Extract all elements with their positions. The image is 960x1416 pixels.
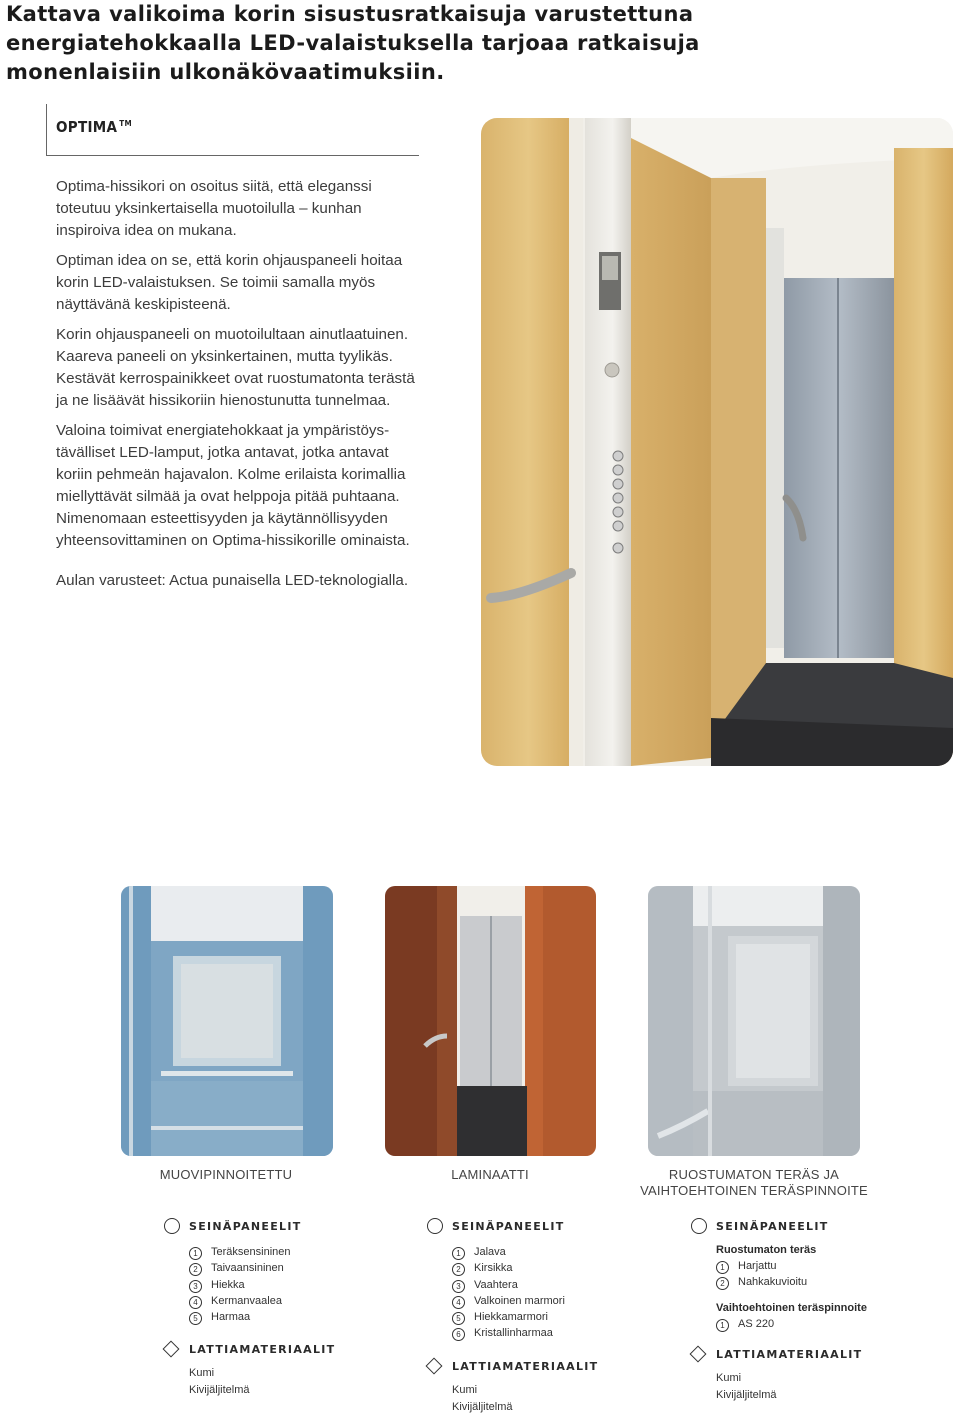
list-item (189, 1293, 429, 1309)
section-title: LATTIAMATERIAALIT (716, 1347, 863, 1361)
number-badge: 1 (189, 1247, 202, 1260)
floor-section (452, 1358, 692, 1378)
item-label: Vaahtera (474, 1278, 518, 1291)
list-item (452, 1244, 692, 1260)
number-badge: 4 (452, 1296, 465, 1309)
brand-name: OPTIMA (56, 118, 118, 136)
wall-panel-icon (427, 1218, 443, 1234)
brand-title (56, 118, 132, 136)
item-label: Valkoinen marmori (474, 1294, 565, 1307)
list-item (452, 1277, 692, 1293)
floor-item: Kivijäljitelmä (189, 1384, 250, 1397)
number-badge: 5 (452, 1312, 465, 1325)
list-item (189, 1244, 429, 1260)
wall-panels-section (189, 1218, 429, 1238)
wall-panels-section (452, 1218, 692, 1238)
column-title-line: VAIHTOEHTOINEN TERÄSPINNOITE (640, 1183, 868, 1198)
brand-divider-vertical (46, 104, 47, 156)
brand-divider-horizontal (46, 155, 419, 156)
list-item (452, 1325, 692, 1341)
floor-section (716, 1346, 956, 1366)
page-headline: Kattava valikoima korin sisustusratkaisuja varustettuna energiatehokkaalla LED-valaistuksella tarjoaa ratkaisuja monenlaisiin ulkonäkövaatimuksiin. (6, 2, 700, 84)
number-badge: 5 (189, 1312, 202, 1325)
number-badge: 1 (716, 1319, 729, 1332)
list-item (189, 1309, 429, 1325)
section-title: SEINÄPANEELIT (189, 1220, 302, 1233)
item-label: Kermanvaalea (211, 1294, 282, 1307)
column-title-plastic: MUOVIPINNOITETTU (159, 1167, 293, 1182)
number-badge: 4 (189, 1296, 202, 1309)
item-label: Harjattu (738, 1260, 777, 1272)
wall-panel-list (189, 1244, 429, 1325)
floor-item: Kumi (452, 1383, 478, 1396)
wall-panels-section (716, 1218, 956, 1238)
trademark-mark: TM (119, 119, 132, 128)
item-label: Hiekka (211, 1278, 245, 1291)
elevator-thumbnail-laminate (385, 886, 596, 1156)
item-label: Harmaa (211, 1311, 251, 1324)
coating-list (716, 1316, 956, 1332)
number-badge: 2 (189, 1263, 202, 1276)
list-item (716, 1258, 956, 1274)
floor-item: Kivijäljitelmä (716, 1388, 777, 1401)
spec-column-plastic (189, 1218, 429, 1399)
floor-material-icon (690, 1345, 707, 1362)
item-label: Nahkakuvioitu (738, 1276, 808, 1289)
number-badge: 3 (189, 1280, 202, 1293)
paragraph: Valoina toimivat energiatehokkaat ja ympäristöys-tävälliset LED-lamput, jotka antavat, jotka antavat koriin pehmeän hajavalon. Kolme erilaista korimallia miellyttävät silmää ja ovat helppoja pitää puhtaana. Nimenomaan esteettisyyden ja käytännöllisyyden yhteensovittaminen on Optima-hissikorille ominaista. (56, 422, 410, 549)
number-badge: 1 (716, 1261, 729, 1274)
list-item (452, 1293, 692, 1309)
wall-panel-icon (164, 1218, 180, 1234)
number-badge: 2 (452, 1263, 465, 1276)
number-badge: 3 (452, 1280, 465, 1293)
floor-section (189, 1341, 429, 1361)
hero-elevator-photo (481, 118, 953, 766)
item-label: Jalava (474, 1246, 506, 1258)
floor-item: Kivijäljitelmä (452, 1400, 513, 1413)
list-item (716, 1316, 956, 1332)
number-badge: 1 (452, 1247, 465, 1260)
floor-item: Kumi (716, 1371, 742, 1384)
number-badge: 2 (716, 1277, 729, 1290)
column-title-steel (624, 1167, 884, 1199)
section-title: LATTIAMATERIAALIT (452, 1359, 599, 1373)
section-title: SEINÄPANEELIT (452, 1220, 565, 1233)
floor-item: Kumi (189, 1367, 215, 1380)
list-item (452, 1260, 692, 1276)
elevator-thumbnail-steel (648, 886, 860, 1156)
paragraph: Korin ohjauspaneeli on muotoilultaan ainutlaatuinen. Kaareva paneeli on yksinkertainen, mutta tyylikäs. Kestävät kerrospainikkeet ovat ruostumatonta terästä ja ne lisäävät hissikoriin hienostunutta tunnelmaa. (56, 326, 415, 409)
column-title-laminate: LAMINAATTI (451, 1167, 529, 1182)
column-title-line: RUOSTUMATON TERÄS JA (668, 1167, 840, 1182)
list-item (189, 1277, 429, 1293)
floor-material-icon (163, 1341, 180, 1358)
spec-column-steel (716, 1218, 956, 1404)
item-label: Hiekkamarmori (474, 1311, 548, 1324)
list-item (189, 1260, 429, 1276)
subsection-title: Vaihtoehtoinen teräspinnoite (716, 1301, 867, 1314)
elevator-thumbnail-plastic (121, 886, 333, 1156)
item-label: Kirsikka (474, 1262, 513, 1275)
number-badge: 6 (452, 1328, 465, 1341)
section-title: SEINÄPANEELIT (716, 1220, 829, 1233)
spec-column-laminate (452, 1218, 692, 1416)
paragraph: Optiman idea on se, että korin ohjauspaneeli hoitaa korin LED-valaistuksen. Se toimii samalla myös näyttävänä keskipisteenä. (56, 252, 403, 313)
wall-panel-list (452, 1244, 692, 1342)
list-item (452, 1309, 692, 1325)
intro-text (56, 176, 428, 600)
section-title: LATTIAMATERIAALIT (189, 1343, 336, 1357)
subsection-title: Ruostumaton teräs (716, 1244, 817, 1256)
item-label: Teräksensininen (211, 1246, 291, 1258)
item-label: Kristallinharmaa (474, 1327, 553, 1340)
paragraph: Optima-hissikori on osoitus siitä, että eleganssi toteutuu yksinkertaisella muotoilulla – kunhan inspiroiva idea on mukana. (56, 178, 372, 239)
item-label: Taivaansininen (211, 1262, 284, 1275)
list-item (716, 1274, 956, 1290)
steel-finish-list (716, 1258, 956, 1291)
paragraph: Aulan varusteet: Actua punaisella LED-teknologialla. (56, 572, 409, 589)
item-label: AS 220 (738, 1317, 775, 1330)
wall-panel-icon (691, 1218, 707, 1234)
